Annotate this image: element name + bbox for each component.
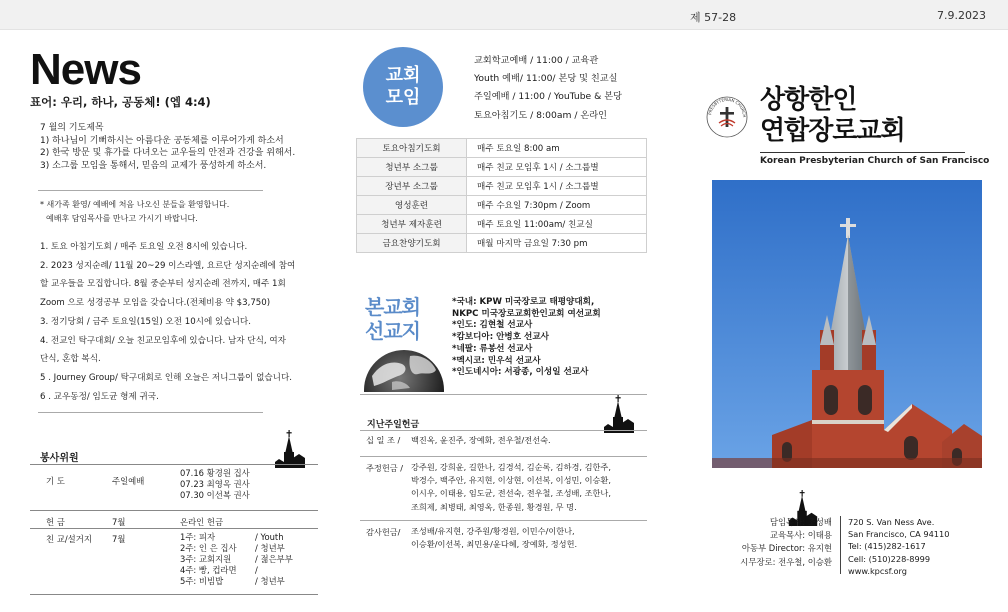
offering-line: 강주원, 강희윤, 길한나, 김경석, 김순록, 김하경, 김한주, <box>411 462 611 472</box>
offering-line: 조성배/유지현, 강주원/황경원, 이민수/이한나, <box>411 526 575 536</box>
fellowship-group: / 청년부 <box>255 543 285 553</box>
staff-member: 담임목사: 조성배 <box>769 517 832 527</box>
event-row <box>357 215 647 234</box>
mission-item: *캄보디아: 안병호 선교사 <box>452 332 549 343</box>
mission-title-line: 본교회 <box>365 295 420 319</box>
prayer-item: 3) 소그룹 모임을 통해서, 믿음의 교제가 풍성하게 하소서. <box>40 160 267 171</box>
event-time: 매주 토요일 11:00am/ 친교실 <box>467 215 647 234</box>
mission-item: *국내: KPW 미국장로교 태평양대회, <box>452 297 595 307</box>
service-sub: 주일예배 <box>112 476 145 486</box>
welcome-line: * 새가족 환영/ 예배에 처음 나오신 분들을 환영합니다. <box>40 200 230 209</box>
divider <box>38 412 263 413</box>
news-item: 단식, 혼합 복식. <box>40 354 101 365</box>
event-row <box>357 139 647 158</box>
cell-phone: Cell: (510)228-8999 <box>848 553 931 564</box>
worship-badge <box>363 47 443 127</box>
event-name: 토요아침기도회 <box>357 139 467 158</box>
offering-names <box>411 525 577 551</box>
offering-label: 십 일 조 / <box>366 435 401 445</box>
offering-title: 지난주일헌금 <box>367 420 420 430</box>
news-item: 1. 토요 아침기도회 / 매주 토요일 오전 8시에 있습니다. <box>40 242 248 252</box>
worship-schedule <box>474 52 622 125</box>
event-time: 매주 수요일 7:30pm / Zoom <box>467 196 647 215</box>
offering-row-weekly <box>360 456 647 518</box>
event-row <box>357 234 647 253</box>
prayer-section <box>40 122 340 172</box>
event-row <box>357 158 647 177</box>
badge-line: 모임 <box>385 87 421 108</box>
event-row <box>357 177 647 196</box>
divider <box>840 516 841 574</box>
church-address <box>848 516 949 577</box>
news-list <box>40 238 340 406</box>
church-silhouette-icon <box>275 430 305 468</box>
news-item: 2. 2023 성지순례/ 11월 20~29 이스라엘, 요르단 성지순례에 참여 <box>40 260 296 271</box>
mission-item: *인도네시아: 서광종, 이성일 선교사 <box>452 367 589 378</box>
issue-date: 7.9.2023 <box>937 9 986 22</box>
event-name: 영성훈련 <box>357 196 467 215</box>
top-bar <box>0 0 1008 30</box>
welcome-line: 예배후 담임목사를 만나고 가시기 바랍니다. <box>46 214 198 223</box>
mission-title-line: 선교지 <box>365 319 420 343</box>
fellowship-group: / 청년부 <box>255 576 285 586</box>
website-link[interactable]: www.kpcsf.org <box>848 565 907 576</box>
offering-row-gratitude <box>360 520 647 554</box>
offering-line: 조희제, 최병태, 최영옥, 한종원, 황경원, 무 명. <box>411 501 577 512</box>
fellowship-week: 5주: 비빔밥 <box>180 576 224 586</box>
divider <box>760 152 965 153</box>
schedule-item: 토요아침기도 / 8:00am / 온라인 <box>474 109 607 121</box>
events-table <box>356 138 647 253</box>
presbyterian-seal-icon <box>705 95 749 139</box>
fellowship-week: 2주: 인 은 집사 <box>180 543 237 553</box>
divider <box>38 190 263 191</box>
mission-title <box>365 295 420 343</box>
event-name: 장년부 소그룹 <box>357 177 467 196</box>
offering-label: 주정헌금 / <box>366 463 403 473</box>
news-item: 할 교우들을 모집합니다. 8월 중순부터 성지순례 전까지, 매주 1회 <box>40 279 286 290</box>
church-name-english: Korean Presbyterian Church of San Francisco <box>760 156 990 166</box>
service-row-prayer <box>30 464 318 508</box>
fellowship-group: / <box>255 565 258 575</box>
seal-text: PRESBYTERIAN CHURCH <box>707 96 748 118</box>
offering-label: 감사헌금/ <box>366 527 401 537</box>
news-item: Zoom 으로 성경공부 모임을 갖습니다.(전체비용 약 $3,750) <box>40 298 271 309</box>
event-time: 매주 친교 모임후 1시 / 소그룹별 <box>467 158 647 177</box>
service-value: 온라인 헌금 <box>180 517 224 527</box>
news-item: 5 . Journey Group/ 탁구대회로 인해 오늘은 저니그룹이 없습니다. <box>40 372 293 383</box>
address-line: San Francisco, CA 94110 <box>848 529 950 540</box>
church-name-line: 상항한인 <box>760 85 857 115</box>
fellowship-week: 4주: 빵, 컵라면 <box>180 565 237 575</box>
offering-line: 박경수, 백주안, 유지현, 이상현, 이선복, 이성민, 이승환, <box>411 475 611 486</box>
schedule-item: 교회학교예배 / 11:00 / 교육관 <box>474 55 599 66</box>
prayer-entry: 07.30 이선복 권사 <box>180 490 250 500</box>
mission-list <box>452 297 601 379</box>
service-row-offering <box>30 510 318 530</box>
prayer-item: 1) 하나님이 기뻐하시는 아름다운 공동체를 이루어가게 하소서 <box>40 135 284 146</box>
prayer-title: 7 월의 기도제목 <box>40 123 104 133</box>
church-name-line: 연합장로교회 <box>760 116 905 146</box>
offering-line: 이시우, 이태용, 임도균, 전선숙, 전우철, 조성배, 조한나, <box>411 488 611 499</box>
service-month: 7월 <box>112 534 126 544</box>
church-silhouette-icon <box>604 395 634 433</box>
service-label: 기 도 <box>46 476 65 486</box>
event-name: 청년부 소그룹 <box>357 158 467 177</box>
fellowship-group: / Youth <box>255 532 284 542</box>
staff-member: 교육목사: 이태용 <box>769 530 832 541</box>
schedule-item: Youth 예배/ 11:00/ 본당 및 친교실 <box>474 73 618 85</box>
prayer-entry: 07.16 황경원 집사 <box>180 468 250 478</box>
motto: 표어: 우리, 하나, 공동체! (엡 4:4) <box>30 95 211 109</box>
event-time: 매월 마지막 금요일 7:30 pm <box>467 234 647 253</box>
prayer-schedule <box>180 468 250 501</box>
issue-number: 제 57-28 <box>690 11 737 24</box>
service-label: 친 교/설거지 <box>46 534 92 544</box>
mission-item: NKPC 미국장로교회한인교회 여선교회 <box>452 308 601 319</box>
welcome-note <box>40 198 229 226</box>
fellowship-weeks <box>180 532 237 587</box>
staff-member: 시무장로: 전우철, 이승환 <box>740 556 832 567</box>
offering-line: 백진옥, 윤진주, 장예화, 전우철/전선숙. <box>411 435 551 445</box>
staff-list <box>726 516 832 569</box>
prayer-entry: 07.23 최영옥 권사 <box>180 479 250 489</box>
staff-member: 아동부 Director: 유지현 <box>741 543 832 554</box>
offering-row-tithe <box>360 430 647 454</box>
offering-names <box>411 461 611 514</box>
fellowship-week: 1주: 피자 <box>180 532 216 542</box>
address-line: 720 S. Van Ness Ave. <box>848 517 935 527</box>
news-title: News <box>30 45 141 94</box>
phone: Tel: (415)282-1617 <box>848 541 926 552</box>
event-name: 청년부 제자훈련 <box>357 215 467 234</box>
badge-line: 교회 <box>385 65 421 86</box>
news-item: 3. 정기당회 / 금주 토요일(15일) 오전 10시에 있습니다. <box>40 316 251 327</box>
schedule-item: 주일예배 / 11:00 / YouTube & 본당 <box>474 91 622 103</box>
event-time: 매주 친교 모임후 1시 / 소그룹별 <box>467 177 647 196</box>
mission-item: *인도: 김현철 선교사 <box>452 320 533 331</box>
offering-names <box>411 434 551 447</box>
service-row-fellowship <box>30 528 318 592</box>
event-time: 매주 토요일 8:00 am <box>467 139 647 158</box>
church-name-korean <box>760 85 905 147</box>
event-row <box>357 196 647 215</box>
event-name: 금요찬양기도회 <box>357 234 467 253</box>
news-item: 4. 전교인 탁구대회/ 오늘 친교모임후에 있습니다. 남자 단식, 여자 <box>40 335 286 346</box>
offering-line: 이승환/이선복, 최민용/윤다혜, 장예화, 정성헌. <box>411 539 578 550</box>
service-month: 7월 <box>112 517 126 527</box>
mission-item: *멕시코: 민우석 선교사 <box>452 355 541 366</box>
mission-item: *네팔: 류봉선 선교사 <box>452 343 533 354</box>
news-item: 6 . 교우동정/ 임도균 형제 귀국. <box>40 391 159 402</box>
fellowship-group: / 젊은부부 <box>255 554 293 564</box>
divider <box>30 594 318 595</box>
fellowship-groups <box>255 532 293 587</box>
service-label: 헌 금 <box>46 517 65 527</box>
prayer-item: 2) 한국 방문 및 휴가를 다녀오는 교우들의 안전과 건강을 위해서. <box>40 148 296 158</box>
church-building-photo <box>712 180 982 468</box>
fellowship-week: 3주: 교회지원 <box>180 554 232 564</box>
service-title: 봉사위원 <box>40 453 79 464</box>
globe-icon <box>362 346 446 392</box>
